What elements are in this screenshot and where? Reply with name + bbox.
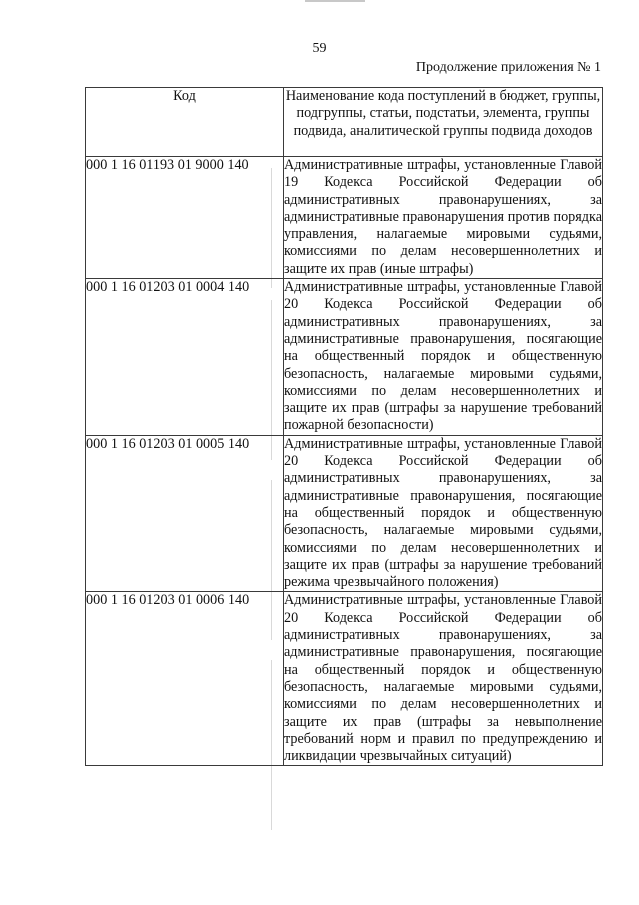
income-name-cell: Административные штрафы, установленные Главой 20 Кодекса Российской Федерации об административных правонарушениях, за административные правонарушения, посягающие на общественный порядок и общественную безопасность, налагаемые мировыми судьями, комиссиями по делам несовершеннолетних и защите их прав (штрафы за нарушение требований пожарной безопасности) (284, 279, 602, 434)
table-row (86, 592, 603, 766)
column-header-code: Код (86, 88, 284, 157)
column-header-name: Наименование кода поступлений в бюджет, группы, подгруппы, статьи, подстатьи, элемента, группы подвида, аналитической группы подвида доходов (284, 88, 603, 157)
income-codes-table (85, 87, 603, 766)
income-code-cell: 000 1 16 01203 01 0004 140 (86, 279, 284, 436)
table-row (86, 157, 603, 279)
income-name-cell: Административные штрафы, установленные Главой 20 Кодекса Российской Федерации об административных правонарушениях, за административные правонарушения, посягающие на общественный порядок и общественную безопасность, налагаемые мировыми судьями, комиссиями по делам несовершеннолетних и защите их прав (штрафы за нарушение требований режима чрезвычайного положения) (284, 435, 602, 591)
table-row (86, 279, 603, 436)
page-number: 59 (312, 41, 327, 56)
income-code-cell: 000 1 16 01203 01 0006 140 (86, 592, 284, 766)
income-code-cell: 000 1 16 01193 01 9000 140 (86, 157, 284, 279)
appendix-continuation-note: Продолжение приложения № 1 (415, 60, 601, 75)
scan-artifact (305, 0, 365, 2)
table-header-row (86, 88, 603, 157)
income-name-cell: Административные штрафы, установленные Главой 20 Кодекса Российской Федерации об административных правонарушениях, за административные правонарушения, посягающие на общественный порядок и общественную безопасность, налагаемые мировыми судьями, комиссиями по делам несовершеннолетних и защите их прав (штрафы за невыполнение требований норм и правил по предупреждению и ликвидации чрезвычайных ситуаций) (284, 592, 602, 765)
income-name-cell: Административные штрафы, установленные Главой 19 Кодекса Российской Федерации об административных правонарушениях, за административные правонарушения против порядка управления, налагаемые мировыми судьями, комиссиями по делам несовершеннолетних и защите их прав (иные штрафы) (284, 157, 602, 277)
table-row (86, 435, 603, 592)
income-code-cell: 000 1 16 01203 01 0005 140 (86, 435, 284, 592)
